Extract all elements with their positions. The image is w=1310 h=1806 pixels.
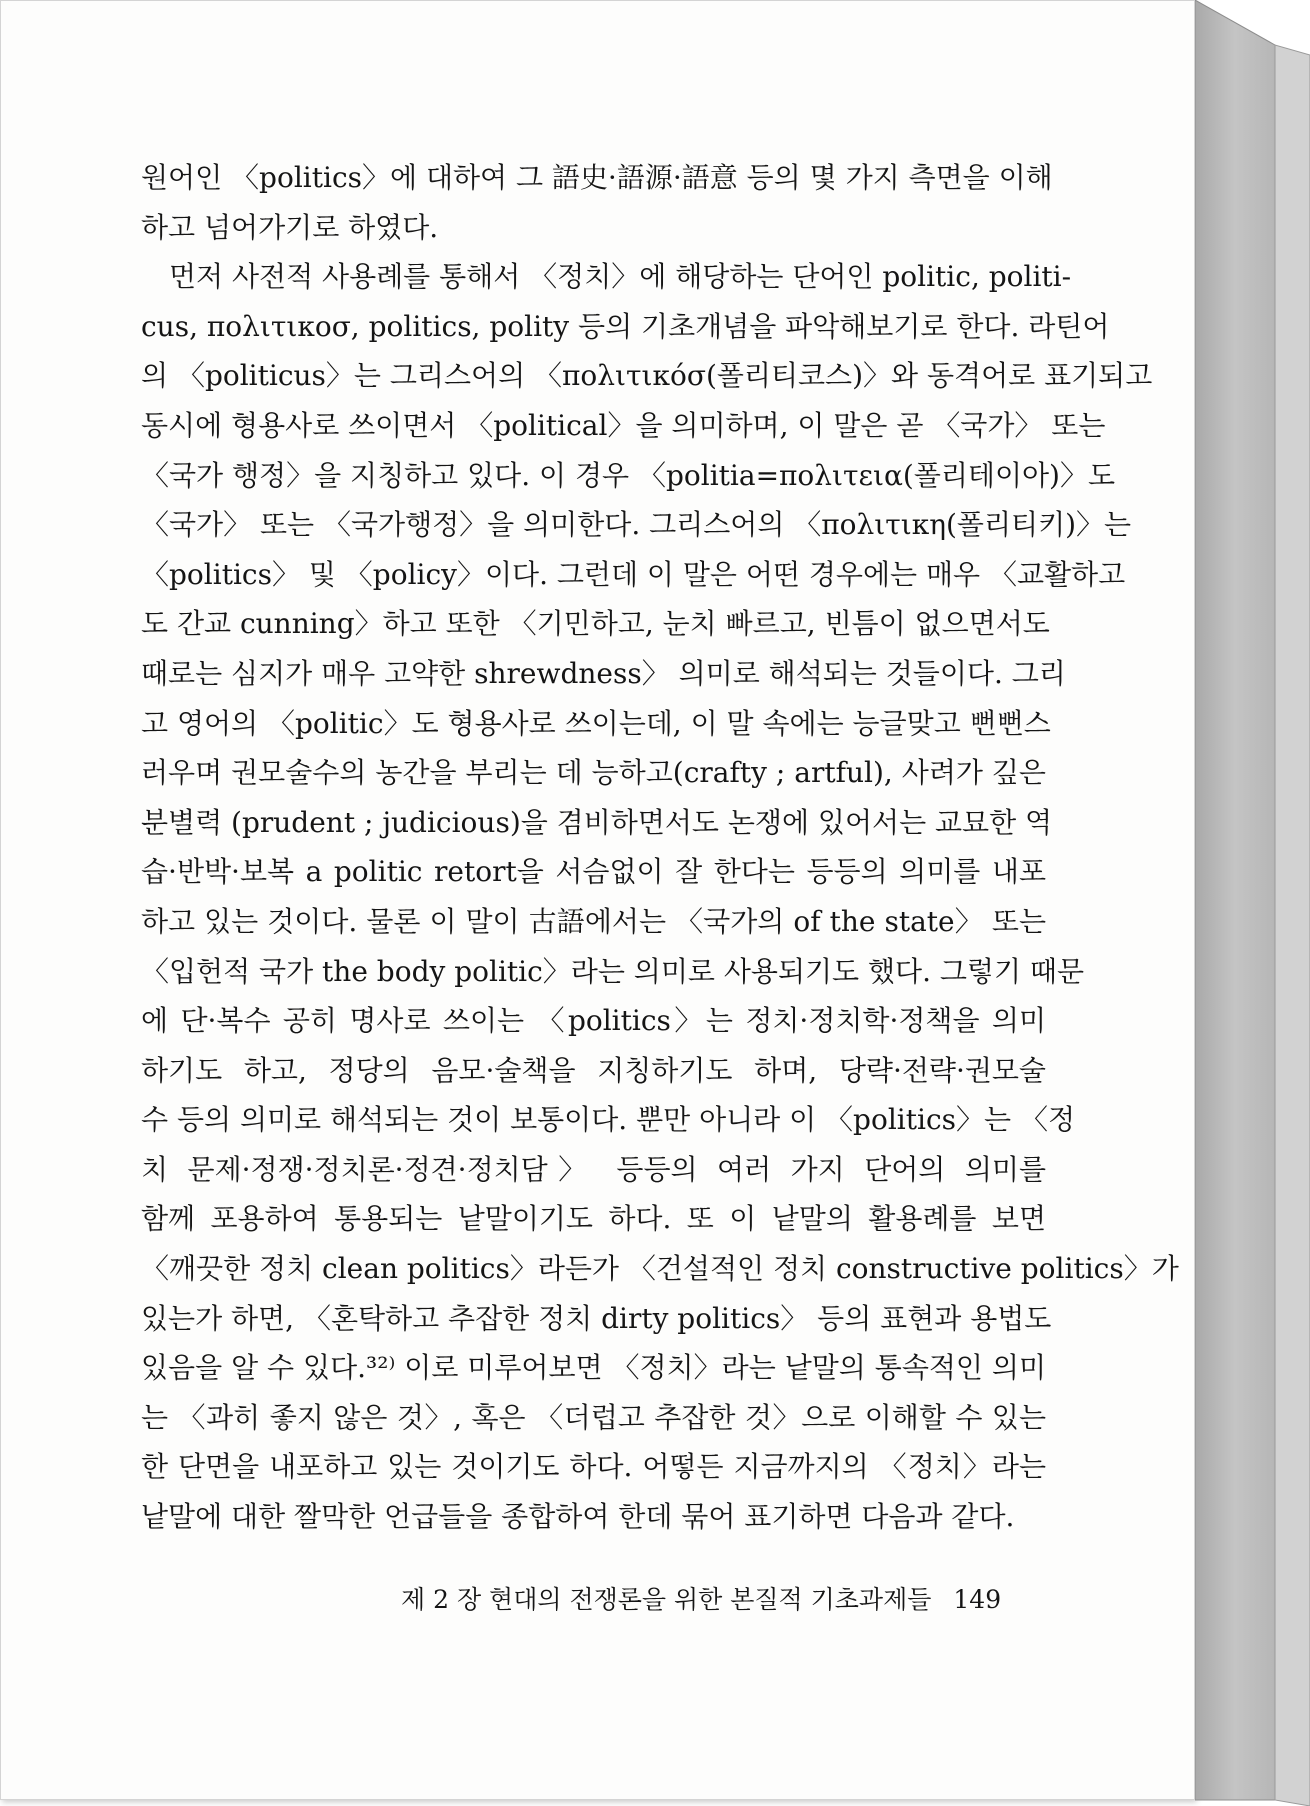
text-line: 는 〈과히 좋지 않은 것〉, 혹은 〈더럽고 추잡한 것〉으로 이해할 수 있는	[141, 1400, 1046, 1434]
text-line: 원어인 〈politics〉에 대하여 그 語史·語源·語意 등의 몇 가지 측면을 이해	[141, 161, 1053, 194]
text-line: 있음을 알 수 있다.³²⁾ 이로 미루어보면 〈정치〉라는 낱말의 통속적인 의미	[141, 1351, 1046, 1385]
text-line: 낱말에 대한 짤막한 언급들을 종합하여 한데 묶어 표기하면 다음과 같다.	[141, 1500, 1015, 1534]
text-line: 〈입헌적 국가 the body politic〉라는 의미로 사용되기도 했다. 그렇기 때문	[141, 954, 1085, 988]
paragraph-2	[141, 252, 1179, 1541]
text-line: 동시에 형용사로 쓰이면서 〈political〉을 의미하며, 이 말은 곧 〈국가〉 또는	[141, 408, 1106, 442]
text-line: 하고 있는 것이다. 물론 이 말이 古語에서는 〈국가의 of the state〉 또는	[141, 904, 1046, 938]
text-line: 〈국가〉 또는 〈국가행정〉을 의미한다. 그리스어의 〈πολιτικη(폴리티키)〉는	[141, 508, 1132, 542]
text-line: 의 〈politicus〉는 그리스어의 〈πολιτικόσ(폴리티코스)〉와 동격어로 표기되고	[141, 359, 1153, 393]
text-line: cus, πολιτικοσ, politics, polity 등의 기초개념을 파악해보기로 한다. 라틴어	[141, 309, 1110, 343]
text-line: 〈깨끗한 정치 clean politics〉라든가 〈건설적인 정치 constructive politics〉가	[141, 1252, 1179, 1286]
text-line: 먼저 사전적 사용례를 통해서 〈정치〉에 해당하는 단어인 politic, politi-	[169, 260, 1072, 294]
text-line: 있는가 하면, 〈혼탁하고 추잡한 정치 dirty politics〉 등의 표현과 용법도	[141, 1301, 1052, 1335]
text-line: 분별력 (prudent ; judicious)을 겸비하면서도 논쟁에 있어서는 교묘한 역	[141, 805, 1053, 839]
text-line: 습·반박·보복 a politic retort을 서슴없이 잘 한다는 등등의 의미를 내포	[141, 855, 1046, 889]
text-line: 러우며 권모술수의 농간을 부리는 데 능하고(crafty ; artful), 사려가 깊은	[141, 756, 1046, 790]
text-line: 치 문제·정쟁·정치론·정견·정치담〉 등등의 여러 가지 단어의 의미를	[141, 1152, 1046, 1186]
text-line: 도 간교 cunning〉하고 또한 〈기민하고, 눈치 빠르고, 빈틈이 없으면서도	[141, 607, 1050, 641]
body-text	[141, 153, 1179, 1542]
text-line: 에 단·복수 공히 명사로 쓰이는 〈politics〉는 정치·정치학·정책을 의미	[141, 1004, 1046, 1038]
book-spine-edge	[1195, 0, 1310, 1806]
page-number: 149	[953, 1585, 1002, 1614]
paragraph-1	[141, 153, 1053, 252]
chapter-title: 제 2 장 현대의 전쟁론을 위한 본질적 기초과제들	[401, 1585, 932, 1614]
text-line: 〈politics〉 및 〈policy〉이다. 그런데 이 말은 어떤 경우에는 매우 〈교활하고	[141, 557, 1126, 591]
text-line: 〈국가 행정〉을 지칭하고 있다. 이 경우 〈politia=πολιτεια(폴리테이아)〉도	[141, 458, 1116, 492]
running-footer	[401, 1583, 1011, 1617]
text-line: 때로는 심지가 매우 고약한 shrewdness〉 의미로 해석되는 것들이다. 그리	[141, 656, 1066, 690]
text-line: 고 영어의 〈politic〉도 형용사로 쓰이는데, 이 말 속에는 능글맞고 뻔뻔스	[141, 706, 1051, 740]
text-line: 하기도 하고, 정당의 음모·술책을 지칭하기도 하며, 당략·전략·권모술	[141, 1053, 1046, 1087]
text-line: 수 등의 의미로 해석되는 것이 보통이다. 뿐만 아니라 이 〈politics〉는 〈정	[141, 1103, 1076, 1137]
text-line: 하고 넘어가기로 하였다.	[141, 210, 439, 244]
text-line: 한 단면을 내포하고 있는 것이기도 하다. 어떻든 지금까지의 〈정치〉라는	[141, 1450, 1046, 1484]
text-line: 함께 포용하여 통용되는 낱말이기도 하다. 또 이 낱말의 활용례를 보면	[141, 1202, 1046, 1236]
